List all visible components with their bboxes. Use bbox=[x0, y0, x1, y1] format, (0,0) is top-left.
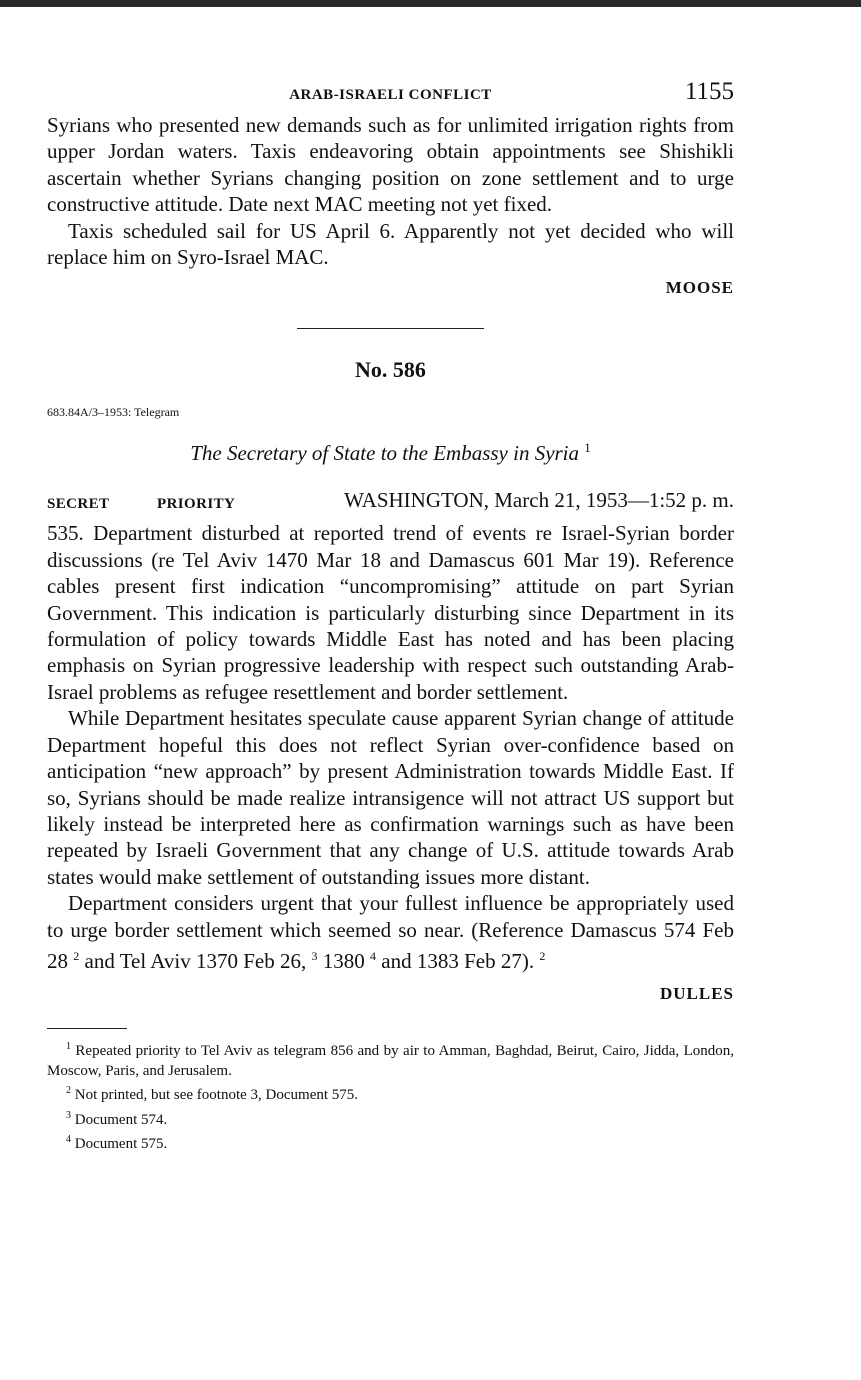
text-run: Department considers urgent that your fullest influence be appropriately used to urge border settlement which seemed so near. (Reference Damascus 574 Feb 28 bbox=[47, 891, 734, 973]
section-divider bbox=[297, 328, 484, 329]
signature: DULLES bbox=[659, 984, 734, 1004]
footnotes bbox=[47, 1037, 734, 1155]
footnote-text: Document 575. bbox=[71, 1136, 168, 1153]
file-reference: 683.84A/3–1953: Telegram bbox=[47, 405, 180, 420]
document-number: No. 586 bbox=[355, 357, 426, 383]
document-title bbox=[47, 440, 734, 466]
footnote-ref: 2 bbox=[539, 948, 546, 963]
footnote-text: Document 574. bbox=[71, 1111, 168, 1128]
precedence: PRIORITY bbox=[157, 496, 236, 513]
footnote bbox=[47, 1130, 734, 1155]
footnote-ref: 2 bbox=[73, 948, 80, 963]
footnote-ref: 4 bbox=[370, 948, 376, 963]
document-page bbox=[47, 78, 734, 1155]
footnote bbox=[47, 1106, 734, 1131]
footnote bbox=[47, 1081, 734, 1106]
footnote-ref: 3 bbox=[311, 948, 318, 963]
footnote bbox=[47, 1037, 734, 1081]
telegram-paragraph bbox=[47, 890, 734, 974]
telegram-paragraph: 535. Department disturbed at reported trend of events re Israel-Syrian border discussions (re Tel Aviv 1470 Mar 18 and Damascus 601 Mar 19). Reference cables present first indication “uncompromising” attitude on part Syrian Government. This indication is particularly disturbing since Department in its formulation of policy towards Middle East has noted and has been placing emphasis on Syrian progressive leadership with respect such outstanding Arab-Israel problems as refugee resettlement and border settlement. bbox=[47, 521, 734, 704]
dateline bbox=[47, 488, 734, 518]
telegram-paragraph: While Department hesitates speculate cause apparent Syrian change of attitude Department hopeful this does not reflect Syrian over-confidence based on anticipation “new approach” by present Administration towards Middle East. If so, Syrians should be made realize intransigence will not attract US support but likely instead be interpreted here as confirmation warnings such as have been repeated by Israeli Government that any change of U.S. attitude towards Arab states would make settlement of outstanding issues more distant. bbox=[47, 706, 734, 889]
scan-top-edge bbox=[0, 0, 861, 7]
prev-doc-signature: MOOSE bbox=[665, 278, 734, 298]
footnote-number: 1 bbox=[66, 1041, 71, 1053]
footnote-text: Not printed, but see footnote 3, Document 575. bbox=[71, 1087, 359, 1104]
prev-doc-paragraph: Syrians who presented new demands such as for unlimited irrigation rights from upper Jordan waters. Taxis endeavoring obtain appointments see Shishikli ascertain whether Syrians changing position on zone settlement and to urge constructive attitude. Date next MAC meeting not yet fixed. bbox=[47, 113, 734, 217]
prev-doc-paragraph: Taxis scheduled sail for US April 6. Apparently not yet decided who will replace him on Syro-Israel MAC. bbox=[47, 218, 734, 270]
page-number: 1155 bbox=[684, 78, 734, 105]
footnote-ref: 1 bbox=[584, 440, 591, 456]
footnote-number: 4 bbox=[66, 1134, 71, 1146]
text-run: 1380 bbox=[317, 948, 365, 973]
place-date: WASHINGTON, March 21, 1953—1:52 p. m. bbox=[344, 488, 734, 513]
text-run: and 1383 Feb 27). bbox=[376, 948, 535, 973]
classification: SECRET bbox=[47, 496, 110, 513]
footnote-divider bbox=[47, 1028, 127, 1029]
footnote-number: 2 bbox=[66, 1085, 71, 1097]
footnote-text: Repeated priority to Tel Aviv as telegram 856 and by air to Amman, Baghdad, Beirut, Cairo, Jidda, London, Moscow, Paris, and Jerusalem. bbox=[47, 1043, 734, 1079]
running-header bbox=[47, 78, 734, 112]
footnote-number: 3 bbox=[66, 1109, 71, 1121]
running-title: ARAB-ISRAELI CONFLICT bbox=[289, 87, 492, 103]
text-run: and Tel Aviv 1370 Feb 26, bbox=[79, 948, 307, 973]
document-title-text: The Secretary of State to the Embassy in Syria bbox=[190, 441, 580, 466]
